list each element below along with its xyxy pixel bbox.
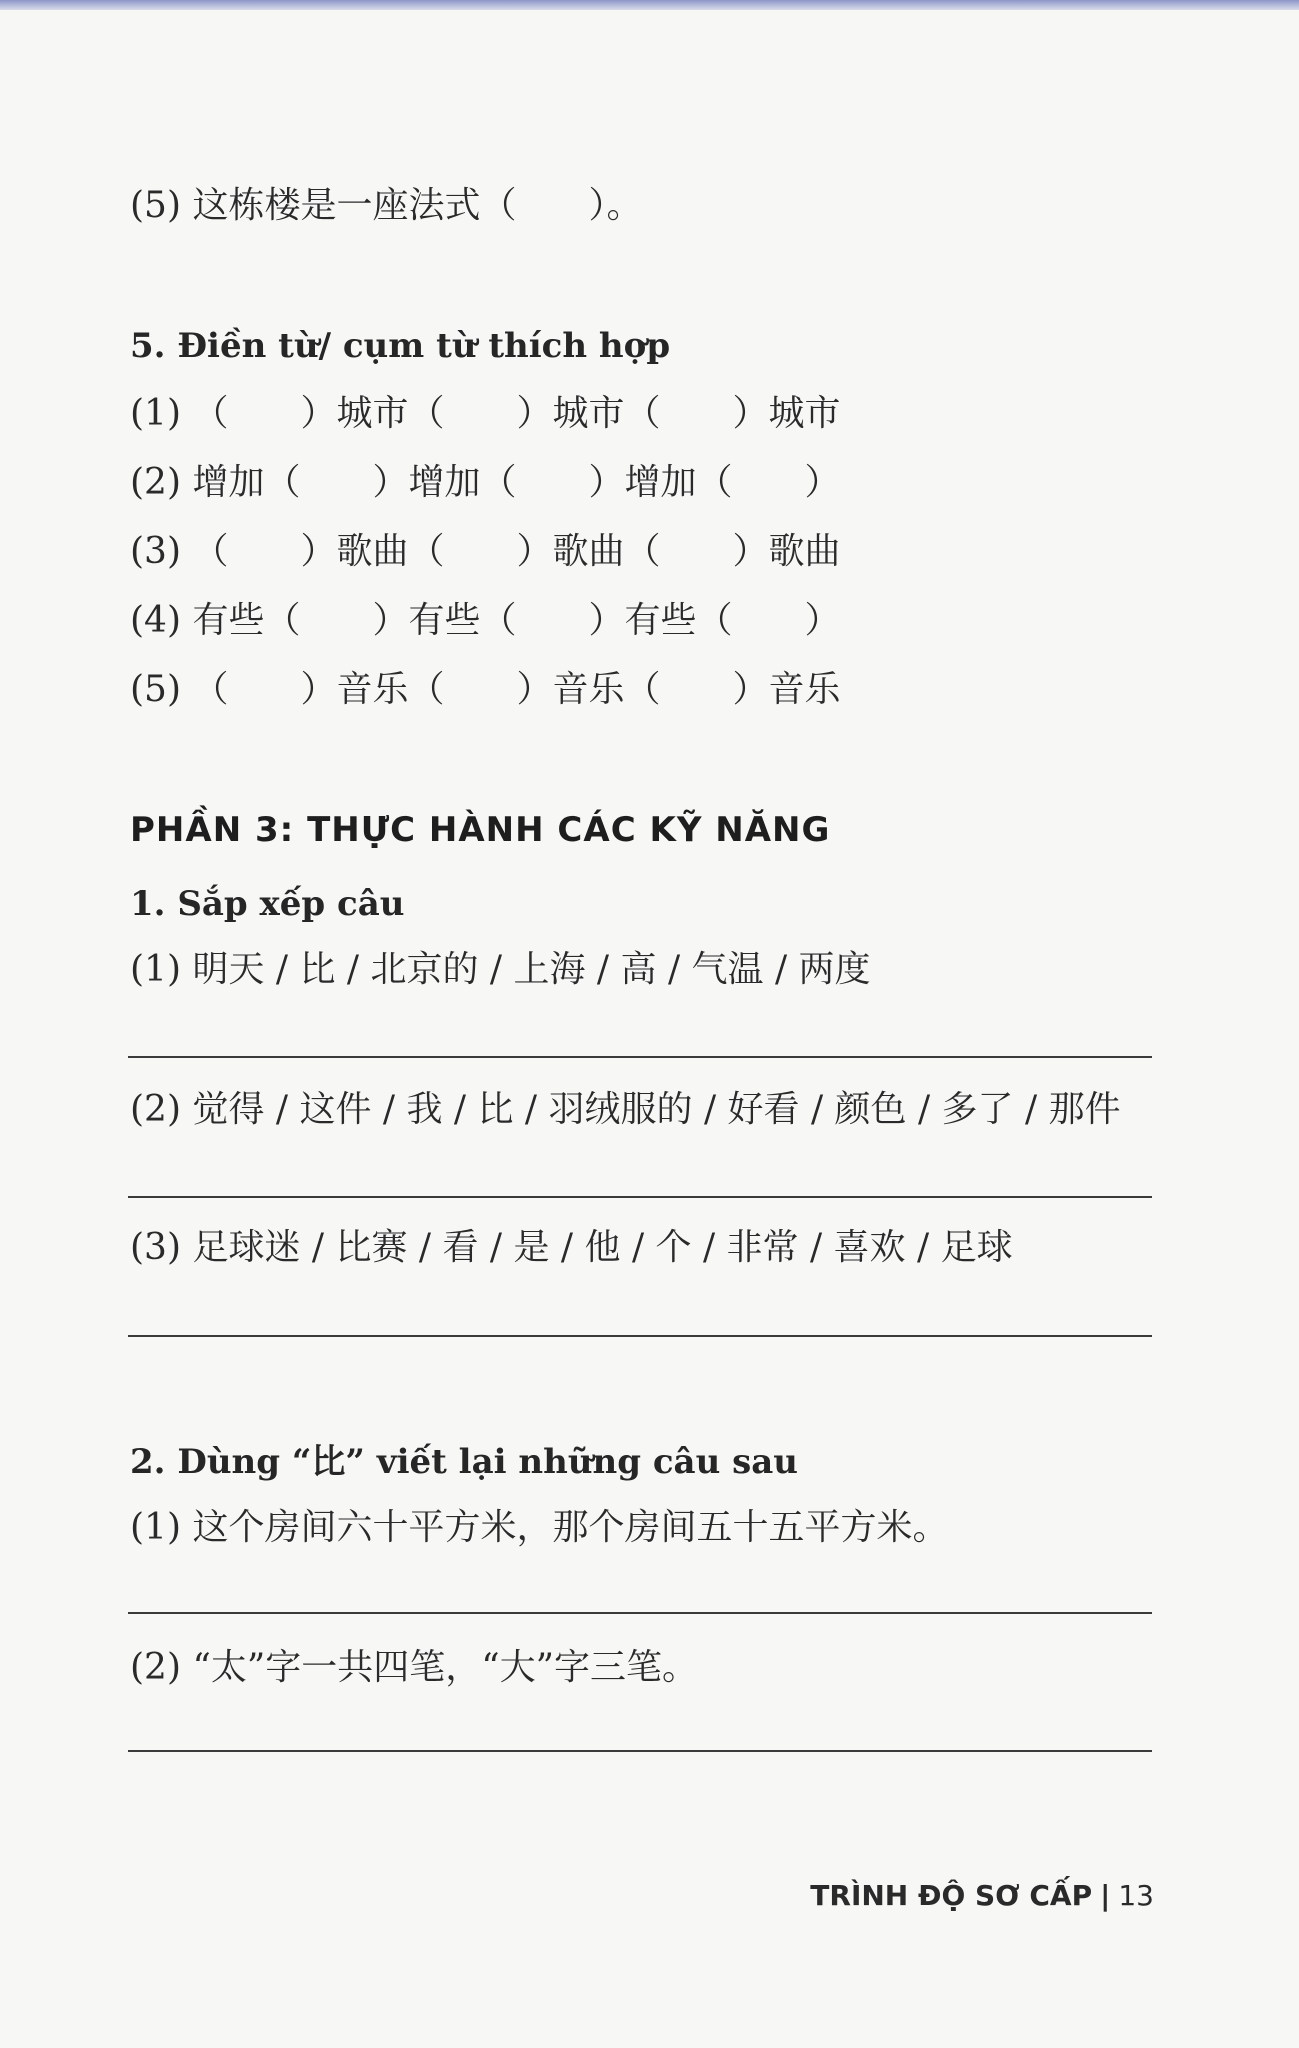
answer-line-4[interactable]: [128, 1612, 1152, 1614]
section-5-row-1: (1) （ ）城市（ ）城市（ ）城市: [130, 393, 841, 434]
footer-separator: |: [1100, 1879, 1111, 1912]
footer-level-label: TRÌNH ĐỘ SƠ CẤP: [810, 1879, 1093, 1912]
part-3-title: PHẦN 3: THỰC HÀNH CÁC KỸ NĂNG: [130, 810, 831, 850]
exercise-1-item-3: (3) 足球迷 / 比赛 / 看 / 是 / 他 / 个 / 非常 / 喜欢 / 足球: [130, 1227, 1013, 1268]
section-5-row-5: (5) （ ）音乐（ ）音乐（ ）音乐: [130, 669, 841, 710]
section-5-heading: 5. Điền từ/ cụm từ thích hợp: [130, 326, 671, 366]
exercise-2-item-2: (2) “太”字一共四笔，“大”字三笔。: [130, 1647, 699, 1688]
exercise-4-item-5: (5) 这栋楼是一座法式（ ）。: [130, 185, 643, 226]
exercise-1-item-1: (1) 明天 / 比 / 北京的 / 上海 / 高 / 气温 / 两度: [130, 949, 871, 990]
answer-line-2[interactable]: [128, 1196, 1152, 1198]
section-5-row-4: (4) 有些（ ）有些（ ）有些（ ）: [130, 600, 841, 641]
answer-line-3[interactable]: [128, 1335, 1152, 1337]
section-5-row-3: (3) （ ）歌曲（ ）歌曲（ ）歌曲: [130, 531, 841, 572]
exercise-1-item-2: (2) 觉得 / 这件 / 我 / 比 / 羽绒服的 / 好看 / 颜色 / 多了 / 那件: [130, 1089, 1121, 1130]
section-5-row-2: (2) 增加（ ）增加（ ）增加（ ）: [130, 462, 841, 503]
page-footer: [810, 1878, 1154, 1914]
exercise-2-heading: 2. Dùng “比” viết lại những câu sau: [130, 1442, 799, 1482]
answer-line-5[interactable]: [128, 1750, 1152, 1752]
exercise-1-heading: 1. Sắp xếp câu: [130, 884, 405, 924]
answer-line-1[interactable]: [128, 1056, 1152, 1058]
page-number: 13: [1118, 1879, 1154, 1912]
exercise-2-item-1: (1) 这个房间六十平方米，那个房间五十五平方米。: [130, 1507, 949, 1548]
